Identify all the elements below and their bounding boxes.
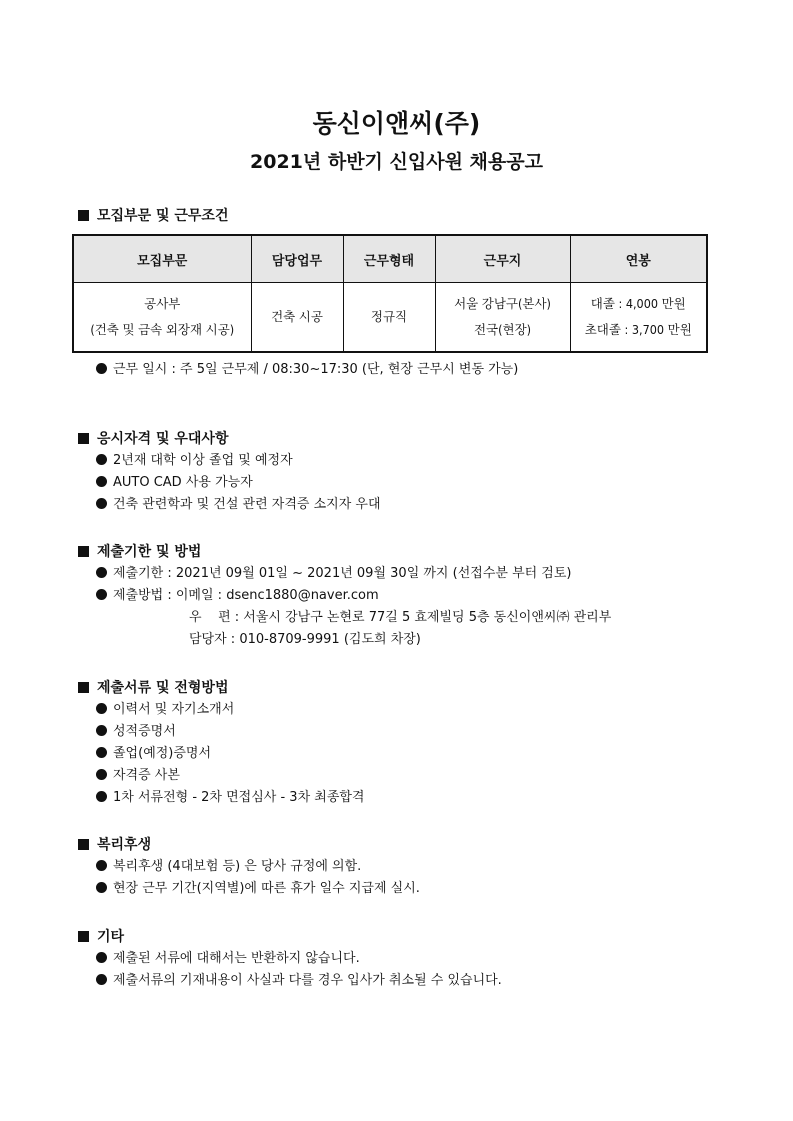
notice-title: 2021년 하반기 신입사원 채용공고 xyxy=(250,151,543,173)
section-heading-documents xyxy=(78,677,228,697)
circle-bullet-icon xyxy=(96,498,107,509)
square-bullet-icon xyxy=(78,682,89,693)
square-bullet-icon xyxy=(78,931,89,942)
list-item: 건축 관련학과 및 건설 관련 자격증 소지자 우대 xyxy=(96,496,381,514)
section-heading-text: 복리후생 xyxy=(97,837,152,853)
circle-bullet-icon xyxy=(96,725,107,736)
post-address: 우 편 : 서울시 강남구 논현로 77길 5 효제빌딩 5층 동신이앤씨㈜ 관리부 xyxy=(189,610,612,625)
location-line: 전국(현장) xyxy=(473,322,532,337)
cell-location xyxy=(435,283,570,352)
list-item: 근무 일시 : 주 5일 근무제 / 08:30~17:30 (단, 현장 근무시 변동 가능) xyxy=(96,361,518,379)
company-name: 동신이앤씨(주) xyxy=(312,109,481,138)
section-heading-text: 제출기한 및 방법 xyxy=(97,544,202,560)
cell-salary xyxy=(570,283,706,352)
section-heading-etc xyxy=(78,926,124,946)
cell-duty: 건축 시공 xyxy=(251,283,343,352)
contact-person: 담당자 : 010-8709-9991 (김도희 차장) xyxy=(189,632,421,647)
square-bullet-icon xyxy=(78,546,89,557)
section-heading-text: 모집부문 및 근무조건 xyxy=(97,208,229,224)
cell-type: 정규직 xyxy=(343,283,435,352)
location-line: 서울 강남구(본사) xyxy=(454,296,551,311)
list-item: 제출기한 : 2021년 09월 01일 ~ 2021년 09월 30일 까지 (선접수분 부터 검토) xyxy=(96,565,572,583)
square-bullet-icon xyxy=(78,433,89,444)
division-line: 공사부 xyxy=(144,296,181,311)
section-heading-text: 제출서류 및 전형방법 xyxy=(97,680,229,696)
circle-bullet-icon xyxy=(96,476,107,487)
list-item: 제출서류의 기재내용이 사실과 다를 경우 입사가 취소될 수 있습니다. xyxy=(96,972,502,990)
list-item: 이력서 및 자기소개서 xyxy=(96,701,234,719)
list-item: 제출방법 : 이메일 : dsenc1880@naver.com xyxy=(96,587,379,605)
circle-bullet-icon xyxy=(96,952,107,963)
circle-bullet-icon xyxy=(96,791,107,802)
col-header-location: 근무지 xyxy=(435,236,570,283)
list-item: 성적증명서 xyxy=(96,723,176,741)
salary-line: 대졸 : 4,000 만원 xyxy=(590,296,686,311)
col-header-division: 모집부문 xyxy=(74,236,251,283)
list-item: 1차 서류전형 - 2차 면접심사 - 3차 최종합격 xyxy=(96,789,365,807)
list-item: 졸업(예정)증명서 xyxy=(96,745,211,763)
circle-bullet-icon xyxy=(96,589,107,600)
list-item: 2년재 대학 이상 졸업 및 예정자 xyxy=(96,452,293,470)
section-heading-submission xyxy=(78,541,201,561)
table-row xyxy=(74,283,706,352)
salary-line: 초대졸 : 3,700 만원 xyxy=(584,322,692,337)
section-heading-qualification xyxy=(78,428,228,448)
list-item: 제출된 서류에 대해서는 반환하지 않습니다. xyxy=(96,950,360,968)
recruit-table xyxy=(72,234,708,353)
circle-bullet-icon xyxy=(96,882,107,893)
cell-division xyxy=(74,283,251,352)
circle-bullet-icon xyxy=(96,974,107,985)
square-bullet-icon xyxy=(78,210,89,221)
division-line: (건축 및 금속 외장재 시공) xyxy=(90,322,235,337)
circle-bullet-icon xyxy=(96,363,107,374)
list-item: 현장 근무 기간(지역별)에 따른 휴가 일수 지급제 실시. xyxy=(96,880,420,898)
table-header-row xyxy=(74,236,706,283)
list-item: AUTO CAD 사용 가능자 xyxy=(96,474,253,492)
col-header-duty: 담당업무 xyxy=(251,236,343,283)
circle-bullet-icon xyxy=(96,703,107,714)
square-bullet-icon xyxy=(78,839,89,850)
circle-bullet-icon xyxy=(96,567,107,578)
list-item: 자격증 사본 xyxy=(96,767,180,785)
section-heading-welfare xyxy=(78,834,151,854)
section-heading-recruit xyxy=(78,205,228,225)
col-header-type: 근무형태 xyxy=(343,236,435,283)
col-header-salary: 연봉 xyxy=(570,236,706,283)
circle-bullet-icon xyxy=(96,769,107,780)
list-item: 복리후생 (4대보험 등) 은 당사 규정에 의함. xyxy=(96,858,361,876)
circle-bullet-icon xyxy=(96,454,107,465)
section-heading-text: 응시자격 및 우대사항 xyxy=(97,431,229,447)
section-heading-text: 기타 xyxy=(97,929,125,945)
circle-bullet-icon xyxy=(96,860,107,871)
circle-bullet-icon xyxy=(96,747,107,758)
